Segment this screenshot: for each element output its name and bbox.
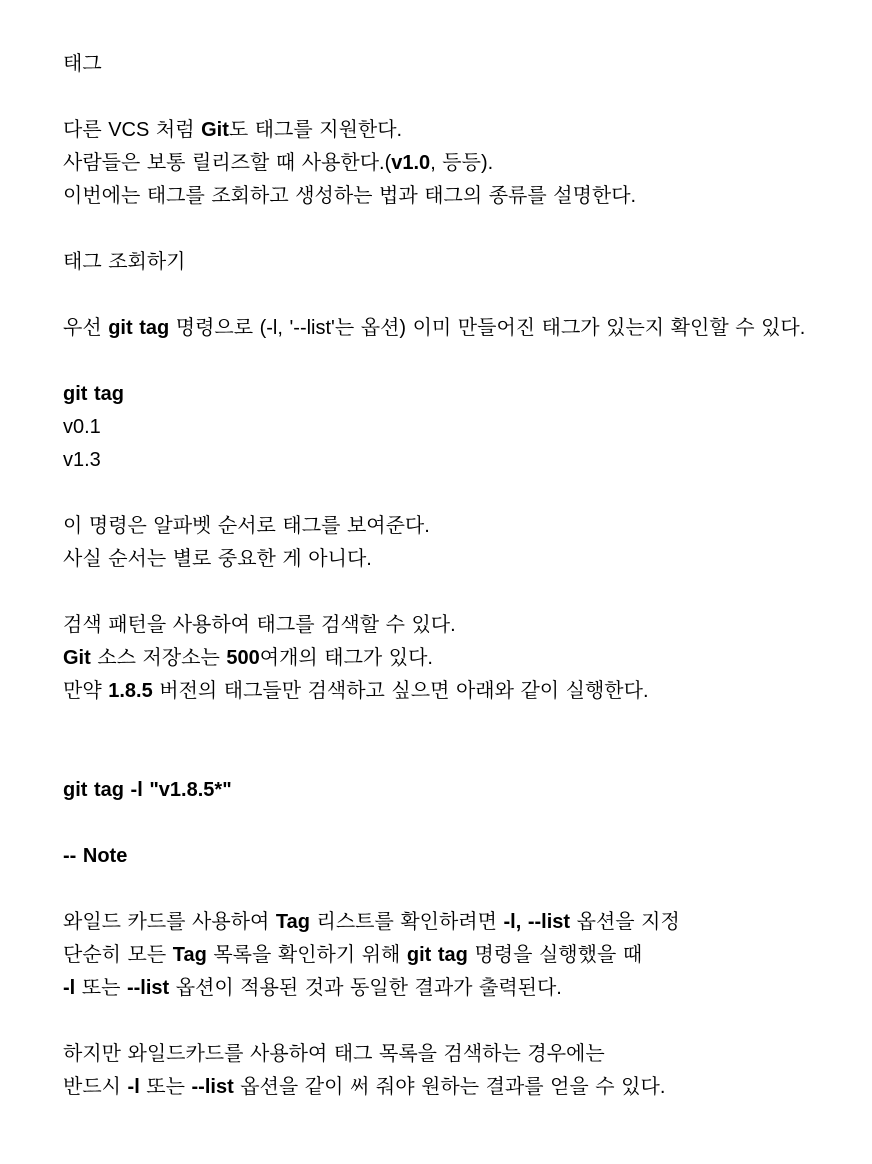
- text-line: [63, 147, 842, 180]
- text-segment: 만약: [63, 680, 109, 702]
- text-segment: 반드시: [63, 1076, 128, 1098]
- emphasis-text: 500: [226, 647, 260, 669]
- text-line: [63, 411, 842, 444]
- text-segment: 태그: [63, 53, 102, 75]
- paragraph-note-heading: [63, 840, 842, 873]
- emphasis-text: -- Note: [63, 845, 128, 867]
- text-segment: 단순히 모든: [63, 944, 173, 966]
- text-segment: 옵션을 같이 써 줘야 원하는 결과를 얻을 수 있다.: [233, 1076, 666, 1098]
- paragraph-heading: [63, 246, 842, 279]
- text-segment: 이번에는 태그를 조회하고 생성하는 법과 태그의 종류를 설명한다.: [63, 185, 637, 207]
- paragraph-code-block: [63, 774, 842, 807]
- emphasis-text: Tag: [275, 911, 310, 933]
- text-line: [63, 543, 842, 576]
- text-segment: 또는: [75, 977, 127, 999]
- text-segment: 태그 조회하기: [63, 251, 186, 273]
- paragraph-body: [63, 609, 842, 708]
- paragraph-body: [63, 906, 842, 1005]
- text-line: [63, 774, 842, 807]
- text-line: [63, 246, 842, 279]
- paragraph-body: [63, 312, 842, 345]
- text-line: [63, 1038, 842, 1071]
- text-segment: 옵션이 적용된 것과 동일한 결과가 출력된다.: [169, 977, 562, 999]
- text-segment: 버전의 태그들만 검색하고 싶으면 아래와 같이 실행한다.: [152, 680, 649, 702]
- text-segment: 도 태그를 지원한다.: [228, 119, 403, 141]
- text-segment: , 등등).: [430, 152, 494, 174]
- text-segment: 목록을 확인하기 위해: [206, 944, 407, 966]
- emphasis-text: -l: [63, 977, 76, 999]
- text-line: [63, 939, 842, 972]
- text-segment: 명령을 실행했을 때: [467, 944, 643, 966]
- emphasis-text: -l: [127, 1076, 140, 1098]
- emphasis-text: v1.0: [391, 152, 431, 174]
- emphasis-text: Git: [63, 647, 91, 669]
- text-line: [63, 312, 842, 345]
- emphasis-text: Tag: [172, 944, 207, 966]
- paragraph-title: [63, 48, 842, 81]
- text-segment: 명령으로 (-l, '--list'는 옵션) 이미 만들어진 태그가 있는지 확인할 수 있다.: [169, 317, 806, 339]
- text-line: [63, 48, 842, 81]
- text-segment: v0.1: [63, 416, 101, 438]
- text-segment: 우선: [63, 317, 109, 339]
- text-line: [63, 444, 842, 477]
- emphasis-text: -l, --list: [503, 911, 571, 933]
- text-segment: 또는: [139, 1076, 192, 1098]
- text-line: [63, 609, 842, 642]
- emphasis-text: Git: [201, 119, 229, 141]
- emphasis-text: git tag: [108, 317, 170, 339]
- text-segment: 옵션을 지정: [570, 911, 680, 933]
- text-segment: 와일드 카드를 사용하여: [63, 911, 276, 933]
- text-segment: 하지만 와일드카드를 사용하여 태그 목록을 검색하는 경우에는: [63, 1043, 605, 1065]
- text-line: [63, 675, 842, 708]
- text-segment: 이 명령은 알파벳 순서로 태그를 보여준다.: [63, 515, 430, 537]
- text-line: [63, 180, 842, 213]
- text-line: [63, 906, 842, 939]
- emphasis-text: git tag -l "v1.8.5*": [63, 779, 232, 801]
- emphasis-text: 1.8.5: [108, 680, 153, 702]
- emphasis-text: git tag: [63, 383, 124, 405]
- text-line: [63, 378, 842, 411]
- text-line: [63, 972, 842, 1005]
- text-segment: 소스 저장소는: [90, 647, 227, 669]
- text-line: [63, 1071, 842, 1104]
- text-line: [63, 642, 842, 675]
- text-line: [63, 840, 842, 873]
- emphasis-text: --list: [126, 977, 170, 999]
- text-segment: v1.3: [63, 449, 101, 471]
- paragraph-code-block: [63, 378, 842, 477]
- emphasis-text: --list: [191, 1076, 234, 1098]
- text-segment: 다른 VCS 처럼: [63, 119, 202, 141]
- text-segment: 사람들은 보통 릴리즈할 때 사용한다.(: [63, 152, 392, 174]
- paragraph-body: [63, 510, 842, 576]
- text-line: [63, 510, 842, 543]
- paragraph-body: [63, 1038, 842, 1104]
- text-segment: 여개의 태그가 있다.: [259, 647, 433, 669]
- emphasis-text: git tag: [406, 944, 468, 966]
- paragraph-body: [63, 114, 842, 213]
- text-segment: 사실 순서는 별로 중요한 게 아니다.: [63, 548, 372, 570]
- text-line: [63, 114, 842, 147]
- text-segment: 검색 패턴을 사용하여 태그를 검색할 수 있다.: [63, 614, 456, 636]
- text-segment: 리스트를 확인하려면: [309, 911, 504, 933]
